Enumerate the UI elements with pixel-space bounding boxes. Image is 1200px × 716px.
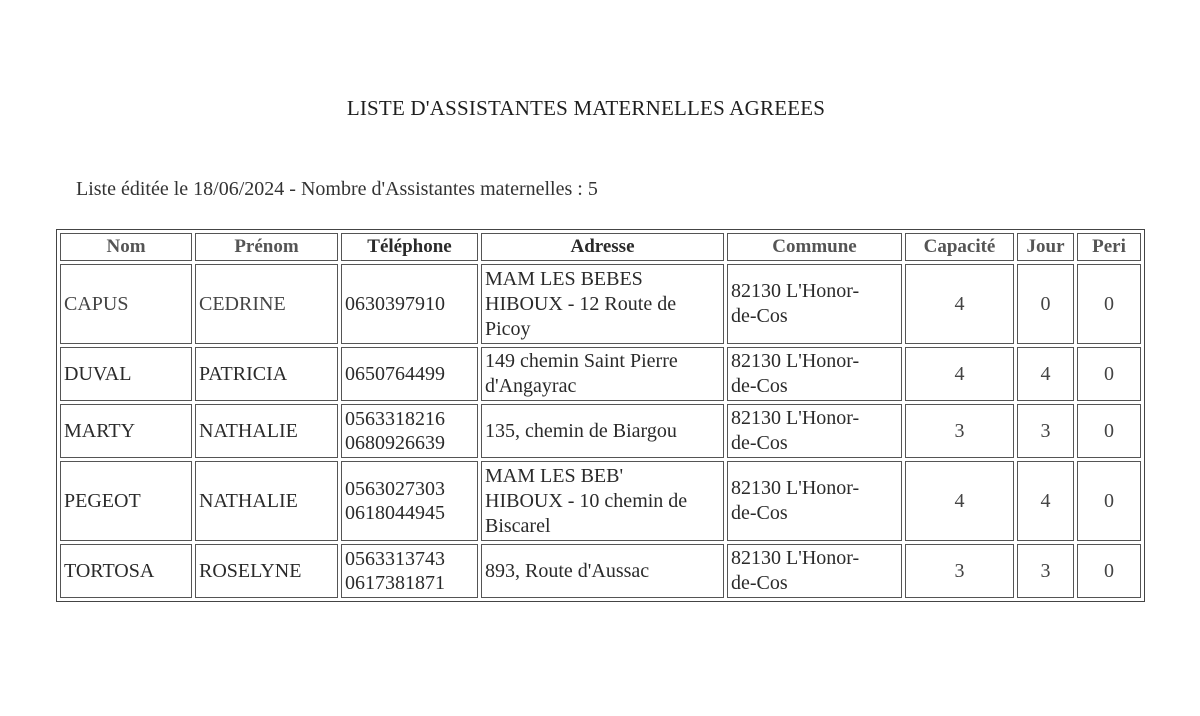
cell-capacite: 3: [905, 544, 1014, 598]
table-row: [60, 544, 1141, 598]
cell-commune: [727, 544, 902, 598]
commune-line: 82130 L'Honor-: [731, 547, 860, 569]
phone-number: 0563027303: [345, 478, 445, 500]
address-line: 149 chemin Saint Pierre: [485, 350, 678, 372]
cell-capacite: 4: [905, 264, 1014, 344]
cell-peri: 0: [1077, 544, 1141, 598]
commune-line: 82130 L'Honor-: [731, 350, 860, 372]
cell-commune: [727, 347, 902, 401]
cell-telephone: [341, 264, 478, 344]
phone-number: 0650764499: [345, 363, 445, 385]
cell-jour: 4: [1017, 347, 1074, 401]
cell-jour: 0: [1017, 264, 1074, 344]
column-header-jour: Jour: [1017, 233, 1074, 261]
cell-peri: 0: [1077, 347, 1141, 401]
cell-peri: 0: [1077, 404, 1141, 458]
commune-line: de-Cos: [731, 432, 788, 454]
cell-telephone: [341, 461, 478, 541]
address-line: MAM LES BEBES: [485, 267, 643, 290]
cell-jour: 4: [1017, 461, 1074, 541]
cell-jour: 3: [1017, 404, 1074, 458]
cell-prenom: PATRICIA: [195, 347, 338, 401]
address-line: HIBOUX - 12 Route de: [485, 292, 677, 315]
list-subtitle: Liste éditée le 18/06/2024 - Nombre d'Assistantes maternelles : 5: [76, 178, 598, 200]
cell-adresse: [481, 347, 724, 401]
table-row: [60, 461, 1141, 541]
cell-nom: PEGEOT: [60, 461, 192, 541]
cell-commune: [727, 264, 902, 344]
cell-nom: DUVAL: [60, 347, 192, 401]
commune-line: de-Cos: [731, 502, 788, 524]
phone-number: 0630397910: [345, 293, 445, 315]
table-row: [60, 264, 1141, 344]
cell-nom: TORTOSA: [60, 544, 192, 598]
commune-line: 82130 L'Honor-: [731, 280, 860, 302]
phone-number: 0617381871: [345, 572, 445, 594]
commune-line: 82130 L'Honor-: [731, 477, 860, 499]
cell-telephone: [341, 347, 478, 401]
cell-prenom: NATHALIE: [195, 461, 338, 541]
column-header-adresse: Adresse: [481, 233, 724, 261]
cell-adresse: [481, 264, 724, 344]
table-row: [60, 347, 1141, 401]
phone-number: 0563313743: [345, 548, 445, 570]
column-header-peri: Peri: [1077, 233, 1141, 261]
cell-capacite: 3: [905, 404, 1014, 458]
cell-capacite: 4: [905, 347, 1014, 401]
column-header-prenom: Prénom: [195, 233, 338, 261]
cell-capacite: 4: [905, 461, 1014, 541]
table-header-row: [60, 233, 1141, 261]
cell-prenom: CEDRINE: [195, 264, 338, 344]
cell-jour: 3: [1017, 544, 1074, 598]
phone-number: 0618044945: [345, 502, 445, 524]
cell-telephone: [341, 544, 478, 598]
address-line: Biscarel: [485, 514, 551, 537]
address-line: d'Angayrac: [485, 375, 577, 397]
cell-prenom: NATHALIE: [195, 404, 338, 458]
commune-line: de-Cos: [731, 305, 788, 327]
phone-number: 0563318216: [345, 408, 445, 430]
assistantes-table: [56, 229, 1145, 602]
column-header-telephone: Téléphone: [341, 233, 478, 261]
column-header-capacite: Capacité: [905, 233, 1014, 261]
column-header-nom: Nom: [60, 233, 192, 261]
address-line: Picoy: [485, 317, 531, 340]
cell-adresse: [481, 404, 724, 458]
cell-peri: 0: [1077, 264, 1141, 344]
address-line: 893, Route d'Aussac: [485, 559, 650, 582]
phone-number: 0680926639: [345, 432, 445, 454]
cell-nom: CAPUS: [60, 264, 192, 344]
cell-prenom: ROSELYNE: [195, 544, 338, 598]
address-line: 135, chemin de Biargou: [485, 419, 677, 442]
cell-adresse: [481, 544, 724, 598]
cell-nom: MARTY: [60, 404, 192, 458]
table-row: [60, 404, 1141, 458]
cell-commune: [727, 461, 902, 541]
cell-adresse: [481, 461, 724, 541]
cell-commune: [727, 404, 902, 458]
address-line: HIBOUX - 10 chemin de: [485, 489, 688, 512]
cell-peri: 0: [1077, 461, 1141, 541]
cell-telephone: [341, 404, 478, 458]
commune-line: de-Cos: [731, 572, 788, 594]
column-header-commune: Commune: [727, 233, 902, 261]
page-title: LISTE D'ASSISTANTES MATERNELLES AGREEES: [346, 96, 826, 120]
commune-line: de-Cos: [731, 375, 788, 397]
commune-line: 82130 L'Honor-: [731, 407, 860, 429]
address-line: MAM LES BEB': [485, 464, 624, 487]
